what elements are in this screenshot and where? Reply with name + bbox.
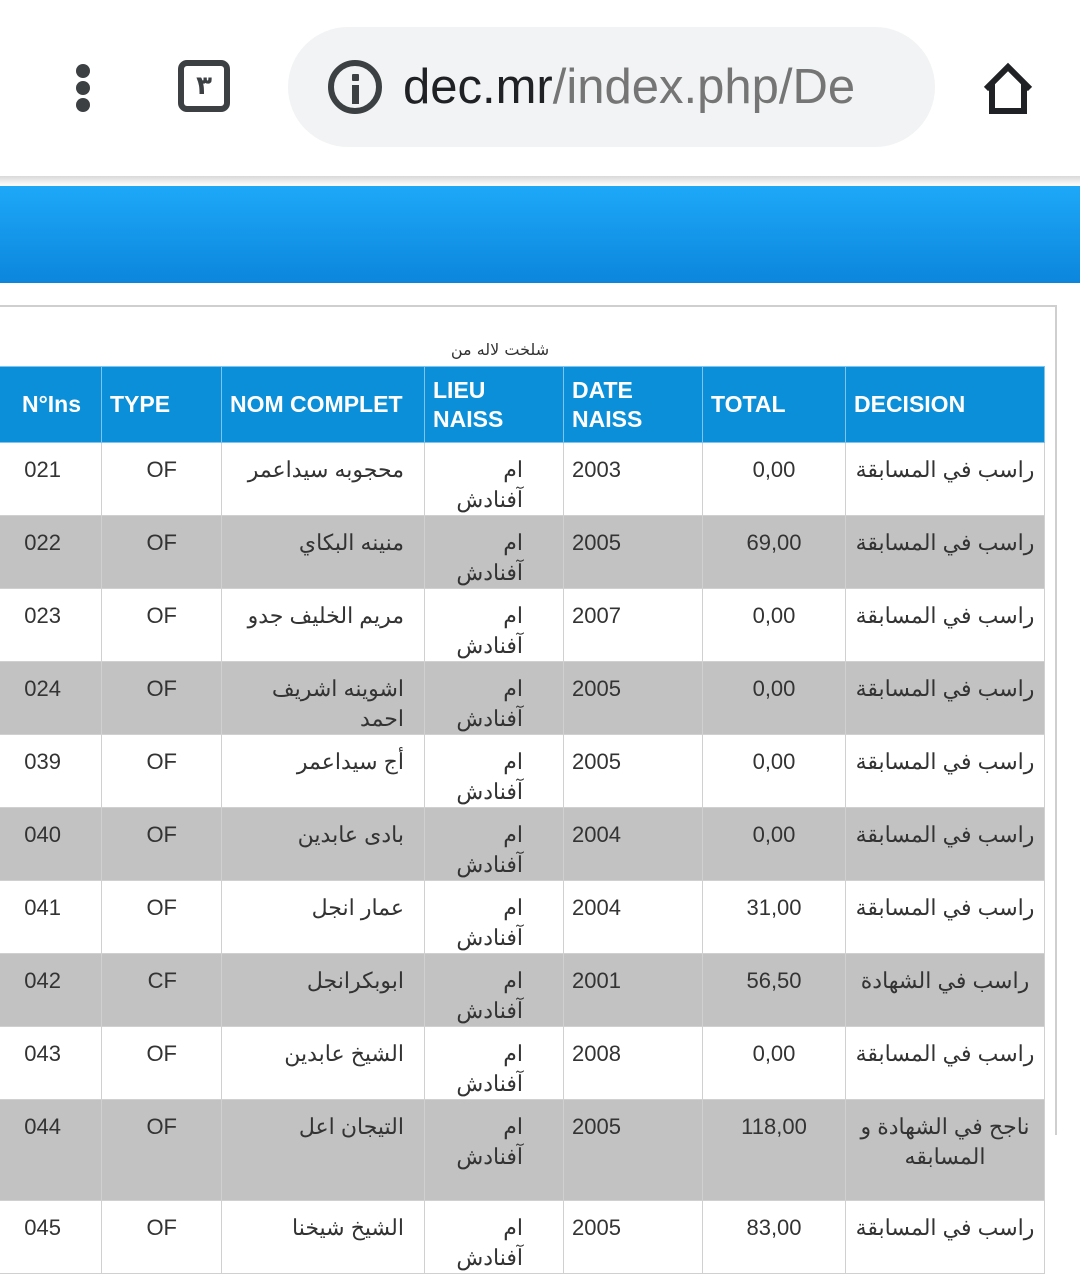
home-icon[interactable]: [980, 60, 1036, 116]
cell-decision: راسب في المسابقة: [846, 881, 1045, 954]
browser-toolbar: [0, 0, 1080, 176]
cell-lieu: ام آفنادش: [425, 954, 564, 1027]
cell-decision: راسب في المسابقة: [846, 735, 1045, 808]
cell-date: 2005: [564, 516, 703, 589]
cell-num: 041: [0, 881, 102, 954]
cell-name: محجوبه سيداعمر: [222, 443, 425, 516]
table-row[interactable]: [0, 881, 1045, 954]
cell-num: 044: [0, 1100, 102, 1201]
cell-type: OF: [102, 881, 222, 954]
cell-type: OF: [102, 1027, 222, 1100]
cell-name: مريم الخليف جدو: [222, 589, 425, 662]
cell-lieu: ام آفنادش: [425, 662, 564, 735]
cell-num: 024: [0, 662, 102, 735]
cell-name: اشوينه اشريف احمد: [222, 662, 425, 735]
table-header-row: [0, 367, 1045, 443]
col-header-total[interactable]: TOTAL: [703, 367, 846, 443]
cell-num: 023: [0, 589, 102, 662]
table-row[interactable]: [0, 735, 1045, 808]
table-row[interactable]: [0, 516, 1045, 589]
cell-date: 2005: [564, 735, 703, 808]
cell-name: بادى عابدين: [222, 808, 425, 881]
cell-lieu: ام آفنادش: [425, 516, 564, 589]
cell-total: 56,50: [703, 954, 846, 1027]
table-caption: شلخت لاله من: [450, 340, 550, 359]
tabs-icon[interactable]: [178, 60, 230, 112]
cell-date: 2005: [564, 1201, 703, 1274]
cell-decision: راسب في المسابقة: [846, 516, 1045, 589]
cell-lieu: ام آفنادش: [425, 1027, 564, 1100]
table-row[interactable]: [0, 662, 1045, 735]
cell-type: OF: [102, 808, 222, 881]
cell-name: عمار انجل: [222, 881, 425, 954]
cell-num: 043: [0, 1027, 102, 1100]
cell-lieu: ام آفنادش: [425, 443, 564, 516]
col-header-name[interactable]: NOM COMPLET: [222, 367, 425, 443]
cell-total: 0,00: [703, 735, 846, 808]
cell-type: OF: [102, 516, 222, 589]
cell-type: OF: [102, 443, 222, 516]
url-path: /index.php/De: [552, 60, 856, 114]
cell-name: أج سيداعمر: [222, 735, 425, 808]
cell-num: 021: [0, 443, 102, 516]
cell-name: الشيخ عابدين: [222, 1027, 425, 1100]
cell-lieu: ام آفنادش: [425, 589, 564, 662]
results-table: [0, 366, 1045, 1274]
cell-date: 2005: [564, 662, 703, 735]
cell-decision: راسب في الشهادة: [846, 954, 1045, 1027]
url-text[interactable]: [403, 55, 908, 119]
toolbar-shadow: [0, 176, 1080, 186]
cell-total: 0,00: [703, 808, 846, 881]
address-bar[interactable]: [288, 27, 935, 147]
cell-num: 040: [0, 808, 102, 881]
cell-decision: راسب في المسابقة: [846, 1201, 1045, 1274]
cell-decision: راسب في المسابقة: [846, 808, 1045, 881]
cell-name: الشيخ شيخنا: [222, 1201, 425, 1274]
cell-date: 2003: [564, 443, 703, 516]
col-header-decision[interactable]: DECISION: [846, 367, 1045, 443]
cell-total: 83,00: [703, 1201, 846, 1274]
cell-date: 2004: [564, 808, 703, 881]
cell-date: 2007: [564, 589, 703, 662]
table-row[interactable]: [0, 1027, 1045, 1100]
cell-date: 2004: [564, 881, 703, 954]
info-icon[interactable]: [328, 60, 382, 114]
table-row[interactable]: [0, 808, 1045, 881]
cell-decision: راسب في المسابقة: [846, 1027, 1045, 1100]
cell-decision: راسب في المسابقة: [846, 662, 1045, 735]
cell-decision: راسب في المسابقة: [846, 589, 1045, 662]
cell-total: 31,00: [703, 881, 846, 954]
table-row[interactable]: [0, 443, 1045, 516]
cell-num: 022: [0, 516, 102, 589]
cell-total: 69,00: [703, 516, 846, 589]
cell-date: 2005: [564, 1100, 703, 1201]
col-header-type[interactable]: TYPE: [102, 367, 222, 443]
cell-num: 039: [0, 735, 102, 808]
site-header-bar: [0, 186, 1080, 283]
cell-type: OF: [102, 1100, 222, 1201]
cell-num: 045: [0, 1201, 102, 1274]
cell-name: التيجان اعل: [222, 1100, 425, 1201]
table-row[interactable]: [0, 589, 1045, 662]
cell-lieu: ام آفنادش: [425, 1100, 564, 1201]
tab-count: ٣: [196, 71, 212, 101]
url-host: dec.mr: [403, 60, 553, 114]
cell-total: 0,00: [703, 1027, 846, 1100]
cell-date: 2008: [564, 1027, 703, 1100]
cell-decision: ناجح في الشهادة و المسابقه: [846, 1100, 1045, 1201]
cell-type: OF: [102, 662, 222, 735]
cell-type: OF: [102, 589, 222, 662]
col-header-lieu[interactable]: LIEU NAISS: [425, 367, 564, 443]
more-vert-icon[interactable]: [62, 58, 106, 118]
cell-lieu: ام آفنادش: [425, 881, 564, 954]
cell-type: OF: [102, 735, 222, 808]
cell-total: 0,00: [703, 443, 846, 516]
cell-decision: راسب في المسابقة: [846, 443, 1045, 516]
cell-name: منينه البكاي: [222, 516, 425, 589]
col-header-num[interactable]: N°Ins: [0, 367, 102, 443]
cell-date: 2001: [564, 954, 703, 1027]
col-header-date[interactable]: DATE NAISS: [564, 367, 703, 443]
cell-type: OF: [102, 1201, 222, 1274]
table-row[interactable]: [0, 1201, 1045, 1274]
table-row[interactable]: [0, 1100, 1045, 1201]
cell-lieu: ام آفنادش: [425, 808, 564, 881]
cell-total: 0,00: [703, 662, 846, 735]
cell-total: 0,00: [703, 589, 846, 662]
cell-lieu: ام آفنادش: [425, 1201, 564, 1274]
cell-total: 118,00: [703, 1100, 846, 1201]
cell-name: ابوبكرانجل: [222, 954, 425, 1027]
cell-num: 042: [0, 954, 102, 1027]
table-row[interactable]: [0, 954, 1045, 1027]
cell-type: CF: [102, 954, 222, 1027]
cell-lieu: ام آفنادش: [425, 735, 564, 808]
